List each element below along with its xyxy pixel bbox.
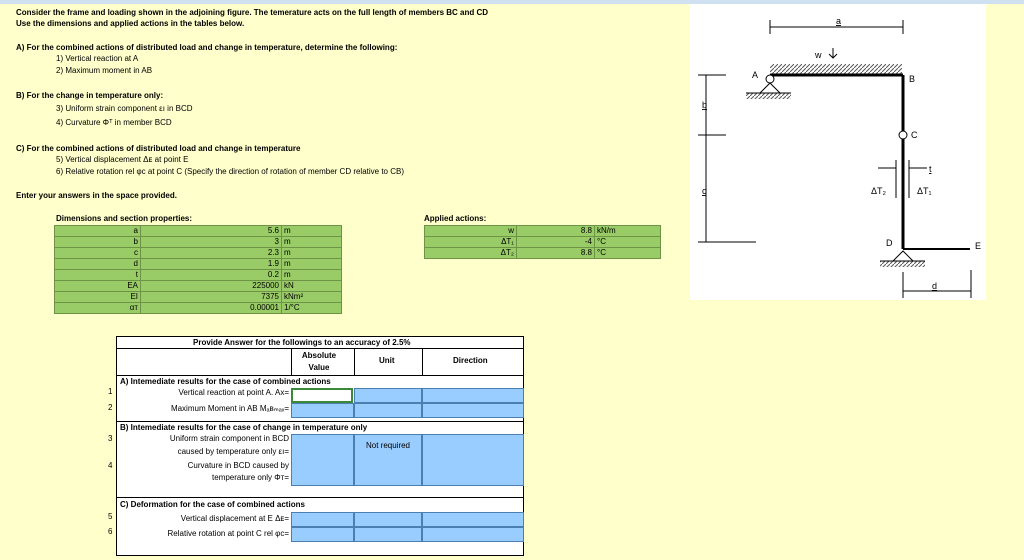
action-unit: °C xyxy=(595,237,661,248)
label-t: t xyxy=(929,164,932,174)
dim-unit: m xyxy=(282,248,342,259)
label-w: w xyxy=(815,50,822,60)
q6-unit-input[interactable] xyxy=(354,527,422,542)
part-c-item-5: 5) Vertical displacement Δᴇ at point E xyxy=(56,155,189,164)
dim-value[interactable]: 5.6 xyxy=(141,226,282,237)
dim-unit: kN xyxy=(282,281,342,292)
answer-title: Provide Answer for the followings to an accuracy of 2.5% xyxy=(193,338,411,347)
q2-direction-input[interactable] xyxy=(422,403,524,418)
part-b-item-4: 4) Curvature Φᵀ in member BCD xyxy=(56,118,172,127)
dim-label: αᴛ xyxy=(55,303,141,314)
q3-label-line-2: caused by temperature only εı= xyxy=(177,447,289,456)
dim-unit: m xyxy=(282,259,342,270)
actions-row xyxy=(425,248,661,259)
q1-value-input[interactable] xyxy=(291,388,353,403)
action-label: ΔT₁ xyxy=(425,237,517,248)
label-c: c xyxy=(702,186,707,196)
divider xyxy=(117,497,523,498)
divider xyxy=(291,348,292,375)
ground-d xyxy=(880,261,925,267)
dims-row xyxy=(55,259,342,270)
dim-label: EI xyxy=(55,292,141,303)
dim-value[interactable]: 1.9 xyxy=(141,259,282,270)
q1-direction-input[interactable] xyxy=(422,388,524,403)
intro-line-2: Use the dimensions and applied actions in the tables below. xyxy=(16,19,245,28)
dims-title: Dimensions and section properties: xyxy=(56,214,193,223)
dim-unit: 1/°C xyxy=(282,303,342,314)
part-a-item-2: 2) Maximum moment in AB xyxy=(56,66,153,75)
q1-unit-input[interactable] xyxy=(354,388,422,403)
label-d: d xyxy=(932,281,938,291)
dims-row xyxy=(55,226,342,237)
label-C: C xyxy=(911,130,918,140)
action-unit: kN/m xyxy=(595,226,661,237)
dims-table xyxy=(54,225,342,314)
support-d-icon xyxy=(893,251,913,261)
dim-value[interactable]: 3 xyxy=(141,237,282,248)
actions-table xyxy=(424,225,661,259)
part-c-item-6: 6) Relative rotation rel φc at point C (Specify the direction of rotation of member CD relative to CB) xyxy=(56,167,404,176)
section-b-heading: B) Intemediate results for the case of change in temperature only xyxy=(120,423,368,432)
action-value[interactable]: 8.8 xyxy=(517,248,595,259)
frame-diagram xyxy=(690,4,986,300)
row-number: 1 xyxy=(108,387,113,396)
dims-row xyxy=(55,292,342,303)
divider xyxy=(117,375,523,376)
q5-label: Vertical displacement at E Δᴇ= xyxy=(180,514,289,523)
dims-row xyxy=(55,237,342,248)
actions-title: Applied actions: xyxy=(424,214,487,223)
divider xyxy=(354,348,355,375)
q4-label-line-1: Curvature in BCD caused by xyxy=(187,461,289,470)
dim-value[interactable]: 0.00001 xyxy=(141,303,282,314)
action-unit: °C xyxy=(595,248,661,259)
dims-row xyxy=(55,281,342,292)
label-dT2: ΔT₂ xyxy=(871,186,887,196)
q6-value-input[interactable] xyxy=(291,527,354,542)
dim-label: EA xyxy=(55,281,141,292)
divider xyxy=(117,421,523,422)
row-number: 5 xyxy=(108,512,113,521)
divider xyxy=(422,348,423,375)
dim-unit: m xyxy=(282,270,342,281)
q6-label: Relative rotation at point C rel φc= xyxy=(167,529,289,538)
q3-q4-direction-input[interactable] xyxy=(422,434,524,486)
part-a-item-1: 1) Vertical reaction at A xyxy=(56,54,139,63)
dim-value[interactable]: 2.3 xyxy=(141,248,282,259)
dim-unit: kNm² xyxy=(282,292,342,303)
row-number: 2 xyxy=(108,403,113,412)
dim-value[interactable]: 0.2 xyxy=(141,270,282,281)
label-E: E xyxy=(975,241,982,251)
q2-label: Maximum Moment in AB Mₐʙₘₐₓ= xyxy=(170,404,289,413)
label-D: D xyxy=(886,238,893,248)
distributed-load xyxy=(770,64,902,74)
label-dT1: ΔT₁ xyxy=(917,186,932,196)
frame-figure xyxy=(690,4,986,300)
label-A: A xyxy=(752,70,759,80)
part-c-title: C) For the combined actions of distributed load and change in temperature xyxy=(16,144,301,153)
action-label: w xyxy=(425,226,517,237)
q5-value-input[interactable] xyxy=(291,512,354,527)
col-direction: Direction xyxy=(453,356,488,365)
label-b: b xyxy=(702,100,708,110)
dim-label: t xyxy=(55,270,141,281)
section-c-heading: C) Deformation for the case of combined actions xyxy=(120,500,305,509)
action-value[interactable]: -4 xyxy=(517,237,595,248)
part-a-title: A) For the combined actions of distributed load and change in temperature, determine the following: xyxy=(16,43,398,52)
part-b-item-3: 3) Uniform strain component εı in BCD xyxy=(56,104,193,113)
actions-row xyxy=(425,237,661,248)
q3-q4-unit-cell xyxy=(354,434,422,486)
dim-value[interactable]: 225000 xyxy=(141,281,282,292)
label-B: B xyxy=(909,74,916,84)
dim-value[interactable]: 7375 xyxy=(141,292,282,303)
row-number: 6 xyxy=(108,527,113,536)
support-a-icon xyxy=(760,83,780,93)
dims-row xyxy=(55,248,342,259)
q2-value-input[interactable] xyxy=(291,403,354,418)
intro-line-1: Consider the frame and loading shown in the adjoining figure. The temerature acts on the full length of members BC and CD xyxy=(16,8,489,17)
q2-unit-input[interactable] xyxy=(354,403,422,418)
q5-unit-input[interactable] xyxy=(354,512,422,527)
q4-label-line-2: temperature only Φᴛ= xyxy=(212,473,289,482)
dim-label: c xyxy=(55,248,141,259)
hinge-c xyxy=(899,131,907,139)
dim-unit: m xyxy=(282,226,342,237)
dim-label: d xyxy=(55,259,141,270)
q1-label: Vertical reaction at point A. Ax= xyxy=(178,388,289,397)
dims-row xyxy=(55,270,342,281)
load-arrow-icon xyxy=(829,48,837,58)
section-a-heading: A) Intemediate results for the case of combined actions xyxy=(120,377,331,386)
actions-row xyxy=(425,226,661,237)
answer-table xyxy=(116,336,524,556)
row-number: 3 xyxy=(108,434,113,443)
part-b-title: B) For the change in temperature only: xyxy=(16,91,164,100)
q3-q4-value-input[interactable] xyxy=(291,434,354,486)
action-label: ΔT₂ xyxy=(425,248,517,259)
divider xyxy=(117,348,523,349)
enter-instruction: Enter your answers in the space provided. xyxy=(16,191,177,200)
label-a: a xyxy=(836,16,842,26)
col-absolute-value: Absolute Value xyxy=(301,351,337,372)
col-unit: Unit xyxy=(379,356,395,365)
hinge-a xyxy=(766,75,774,83)
row-number: 4 xyxy=(108,461,113,470)
dim-label: a xyxy=(55,226,141,237)
dim-unit: m xyxy=(282,237,342,248)
not-required-label: Not required xyxy=(365,441,411,450)
q6-direction-input[interactable] xyxy=(422,527,524,542)
q5-direction-input[interactable] xyxy=(422,512,524,527)
ground-a xyxy=(746,93,791,99)
dim-label: b xyxy=(55,237,141,248)
action-value[interactable]: 8.8 xyxy=(517,226,595,237)
q3-label-line-1: Uniform strain component in BCD xyxy=(169,434,289,443)
dims-row xyxy=(55,303,342,314)
